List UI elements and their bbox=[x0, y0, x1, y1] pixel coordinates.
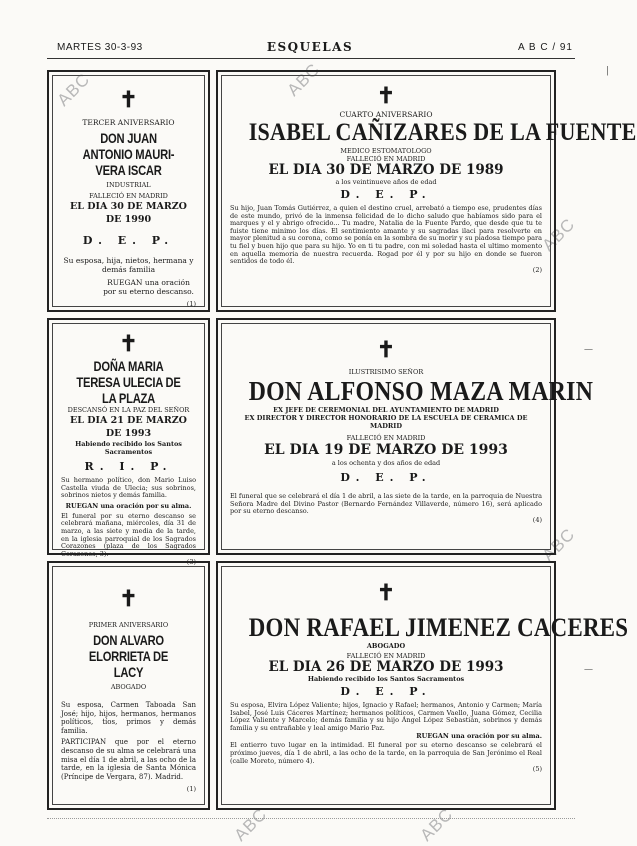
obituary-title-2: EX DIRECTOR Y DIRECTOR HONORARIO DE LA ESCUELA DE CERAMICA DE MADRID bbox=[244, 414, 528, 430]
obituary-name: DON JUAN ANTONIO MAURI-VERA ISCAR bbox=[82, 130, 175, 178]
obituary-number: (1) bbox=[186, 785, 196, 794]
obituary-ruegan: RUEGAN una oración por su eterno descanso. bbox=[103, 278, 194, 296]
watermark: ABC bbox=[416, 804, 457, 845]
obituary-body: El funeral que se celebrará el día 1 de abril, a las siete de la tarde, en la parroquia de Nuestra Señora Madre del Divino Pastor (Bernardo Fernández Villaverde, número 16), será aplicado por su eterno descanso. bbox=[230, 492, 542, 516]
obituary-family: Su esposa, hija, nietos, hermana y demás familia bbox=[63, 256, 194, 274]
obituary-elorrieta bbox=[47, 561, 210, 810]
bottom-rule bbox=[47, 818, 575, 820]
obituary-body: Su esposa, Carmen Taboada San José; hijo, hijos, hermanos, hermanos políticos, tíos, primos y demás familia. bbox=[61, 701, 196, 735]
obituary-died: DESCANSÓ EN LA PAZ DEL SEÑOR bbox=[67, 406, 190, 414]
scan-mark: | bbox=[606, 66, 610, 76]
obituary-dep: D. E. P. bbox=[340, 471, 432, 484]
obituary-body-2: PARTICIPAN que por el eterno descanso de su alma se celebrará una misa el día 1 de abril, a las ocho de la tarde, en la iglesia de Santa Mónica (Príncipe de Vergara, 87). Madrid. bbox=[61, 738, 196, 781]
obituary-date: EL DIA 21 DE MARZO DE 1993 bbox=[70, 415, 187, 439]
obituary-died: FALLECIÓ EN MADRID bbox=[346, 652, 426, 660]
obituary-dep: D. E. P. bbox=[340, 188, 432, 201]
obituary-date: EL DIA 26 DE MARZO DE 1993 bbox=[268, 659, 504, 675]
obituary-name: DON ALVARO ELORRIETA DE LACY bbox=[88, 632, 169, 680]
obituary-number: (2) bbox=[532, 265, 542, 274]
obituary-dep: D. E. P. bbox=[82, 234, 175, 247]
obituary-ruegan: RUEGAN una oración por su alma. bbox=[65, 501, 192, 510]
obituary-age: a los ochenta y dos años de edad bbox=[331, 459, 441, 467]
cross-icon: ✝ bbox=[376, 337, 396, 363]
obituary-died: FALLECIÓ EN MADRID bbox=[346, 434, 426, 442]
header-rule bbox=[47, 58, 575, 59]
obituary-sacraments: Habiendo recibido los Santos Sacramentos bbox=[75, 440, 182, 456]
watermark: ABC bbox=[230, 804, 271, 845]
cross-icon: ✝ bbox=[119, 586, 138, 612]
obituary-title-1: EX JEFE DE CEREMONIAL DEL AYUNTAMIENTO DE MADRID bbox=[273, 406, 499, 414]
scan-mark: — bbox=[584, 345, 593, 355]
obituary-ulecia bbox=[47, 318, 210, 567]
cross-icon: ✝ bbox=[119, 87, 138, 113]
obituary-profession: ABOGADO bbox=[110, 683, 147, 691]
cross-icon: ✝ bbox=[376, 83, 396, 109]
watermark: ABC bbox=[53, 69, 94, 110]
obituary-body: Su esposa, Elvira López Valiente; hijos, Ignacio y Rafael; hermanos, Antonio y Carmen; María Isabel, José Luis Cáceres Martínez; hermanos políticos, Carmen Vaello, Juana Gómez, Cecilia López Valiente y Marcelo; demás familia y su hijo Ángel López Sebastián, sobrinos y demás familia y su entrañable y leal amigo Mario Paz. bbox=[230, 701, 542, 732]
obituary-number: (1) bbox=[186, 300, 196, 308]
obituary-intro: TERCER ANIVERSARIO bbox=[82, 118, 175, 127]
obituary-profession: MEDICO ESTOMATOLOGO bbox=[340, 147, 432, 155]
obituary-body: Su hermano político, don Mario Luiso Castella viuda de Ulecia; sus sobrinos, sobrinos nietos y demás familia. bbox=[61, 476, 196, 500]
watermark: ABC bbox=[538, 524, 579, 565]
obituary-intro: CUARTO ANIVERSARIO bbox=[339, 110, 433, 119]
obituary-died: FALLECIÓ EN MADRID bbox=[346, 155, 426, 163]
obituary-date: EL DIA 19 DE MARZO DE 1993 bbox=[264, 442, 508, 458]
watermark: ABC bbox=[538, 214, 579, 255]
obituary-body: Su hijo, Juan Tomás Gutiérrez, a quien el destino cruel, arrebató a tiempo ese, prudentes días de este mundo, privó de la inmensa felicidad de lo dicho saludo que habíamos sido para el marques y el y abrigo ofrecido... Tu madre, Natalia de la Fuente Pardo, que desde que tu te fuiste tiene minimo los días. El sentimiento amante y su sagradas ilaci para resolverte en mayor plenitud a su corona, como se ponía en la sombra de su morir y su piadosa tiempo para tu fiel y buen hijo que para su hijo. Yo en ti tu padre, con mi soledad hasta el ultimo momento en aquella memoria de nuestra recuerda. Rogad por él y por su hijo en donde se fueron sentidos de todo él. bbox=[230, 204, 542, 266]
obituary-mauri-vera bbox=[47, 70, 210, 312]
obituary-dep: R. I. P. bbox=[84, 460, 173, 473]
obituary-number: (5) bbox=[532, 765, 542, 774]
obituary-date: EL DIA 30 DE MARZO DE 1989 bbox=[268, 162, 504, 178]
obituary-name: DON ALFONSO MAZA MARIN bbox=[248, 376, 594, 406]
cross-icon: ✝ bbox=[376, 580, 396, 606]
header-date: MARTES 30-3-93 bbox=[57, 42, 143, 53]
obituary-ruegan: RUEGAN una oración por su alma. bbox=[416, 732, 542, 741]
obituary-date: EL DIA 30 DE MARZO DE 1990 bbox=[70, 201, 187, 225]
obituary-sacraments: Habiendo recibido los Santos Sacramentos bbox=[307, 675, 465, 683]
cross-icon: ✝ bbox=[119, 331, 138, 357]
obituary-number: (3) bbox=[186, 558, 196, 567]
obituary-name: DOÑA MARIA TERESA ULECIA DE LA PLAZA bbox=[76, 358, 181, 406]
obituary-number: (4) bbox=[532, 515, 542, 524]
section-title: ESQUELAS bbox=[266, 40, 354, 54]
obituary-intro: ILUSTRISIMO SEÑOR bbox=[348, 368, 424, 376]
page-number: A B C / 91 bbox=[517, 42, 573, 53]
scan-mark: — bbox=[584, 665, 593, 675]
obituary-age: a los veintinueve años de edad bbox=[335, 178, 437, 186]
obituary-dep: D. E. P. bbox=[340, 685, 432, 698]
obituary-profession: INDUSTRIAL bbox=[106, 181, 151, 189]
obituary-profession: ABOGADO bbox=[366, 642, 406, 650]
watermark: ABC bbox=[283, 59, 324, 100]
obituary-intro: PRIMER ANIVERSARIO bbox=[88, 621, 169, 629]
obituary-name: DON RAFAEL JIMENEZ CACERES bbox=[248, 613, 629, 642]
obituary-died: FALLECIÓ EN MADRID bbox=[89, 192, 168, 200]
obituary-body-2: El entierro tuvo lugar en la intimidad. El funeral por su eterno descanso se celebrará el próximo jueves, día 1 de abril, a las ocho de la tarde, en la parroquia de San Jerónimo el Real (calle Moreto, número 4). bbox=[230, 741, 542, 765]
obituary-jimenez-caceres bbox=[216, 561, 629, 810]
obituary-name: ISABEL CAÑIZARES DE LA FUENTE bbox=[248, 119, 637, 146]
obituary-body-2: El funeral por su eterno descanso se celebrará mañana, miércoles, día 31 de marzo, a las siete y media de la tarde, en la iglesia parroquial de los Sagrados Corazones (plaza de los Sagrados Corazones, 3). bbox=[61, 511, 196, 558]
